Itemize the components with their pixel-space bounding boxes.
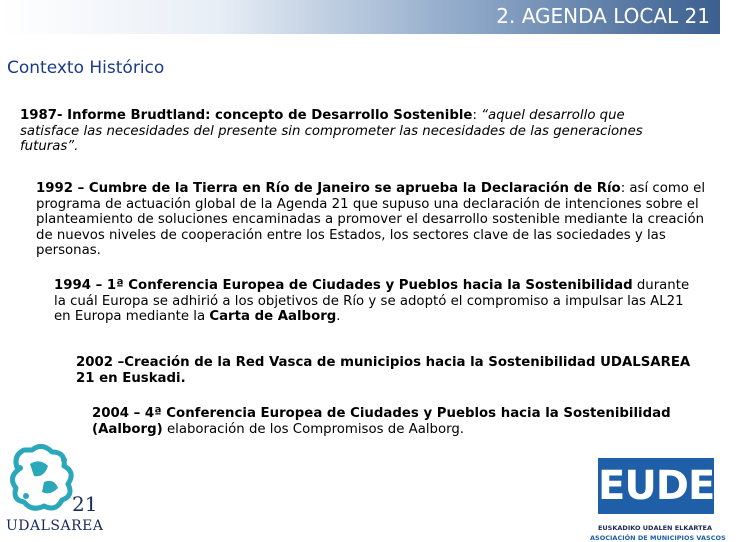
timeline-entry-1992 [36, 181, 708, 259]
entry-heading: 1992 – Cumbre de la Tierra en Río de Janeiro se aprueba la Declaración de Río [36, 181, 621, 196]
entry-separator: : [472, 108, 482, 123]
header-bar [0, 0, 720, 34]
entry-heading: 2002 –Creación de la Red Vasca de municipios hacia la Sostenibilidad UDALSAREA 21 en Euskadi. [76, 355, 691, 386]
entry-body: elaboración de los Compromisos de Aalborg. [162, 421, 465, 437]
entry-body: : así como el programa de actuación global de la Agenda 21 que supuso una declaración de intenciones sobre el planteamiento de soluciones encaminadas a promover el desarrollo sostenible mediante la creación de nuevos niveles de cooperación entre los Estados, los sectores clave de las sociedades y las personas. [36, 181, 706, 258]
logo-wordmark: UDALSAREA [6, 518, 104, 534]
entry-highlight: Carta de Aalborg [209, 309, 337, 324]
timeline-entry-1987 [20, 108, 680, 155]
entry-heading: 1987- Informe Brudtland: concepto de Desarrollo Sostenible [20, 108, 473, 123]
section-title: Contexto Histórico [7, 58, 165, 78]
entry-end: . [336, 309, 341, 324]
eudel-subtitle-spanish: ASOCIACIÓN DE MUNICIPIOS VASCOS [590, 534, 726, 542]
entry-quote: “aquel desarrollo que satisface las necesidades del presente sin comprometer las necesidades de las generaciones futuras”. [20, 108, 643, 154]
logo-number: 21 [72, 492, 98, 516]
timeline-entry-2004 [92, 406, 712, 437]
entry-heading: 1994 – 1ª Conferencia Europea de Ciudades y Pueblos hacia la Sostenibilidad [54, 278, 633, 293]
timeline-entry-1994 [54, 278, 704, 325]
eudel-logo [590, 458, 739, 542]
eudel-subtitle-basque: EUSKADIKO UDALEN ELKARTEA [597, 524, 713, 532]
entry-heading: 2004 – 4ª Conferencia Europea de Ciudades y Pueblos hacia la Sostenibilidad (Aalborg) [92, 406, 671, 437]
timeline-entry-2002 [76, 355, 706, 386]
eudel-wordmark: EUDEL [598, 463, 739, 509]
entry-body: durante la cuál Europa se adhirió a los objetivos de Río y se adoptó el compromiso a impulsar las AL21 en Europa mediante la [54, 278, 690, 324]
slide-title: 2. AGENDA LOCAL 21 [496, 4, 710, 28]
